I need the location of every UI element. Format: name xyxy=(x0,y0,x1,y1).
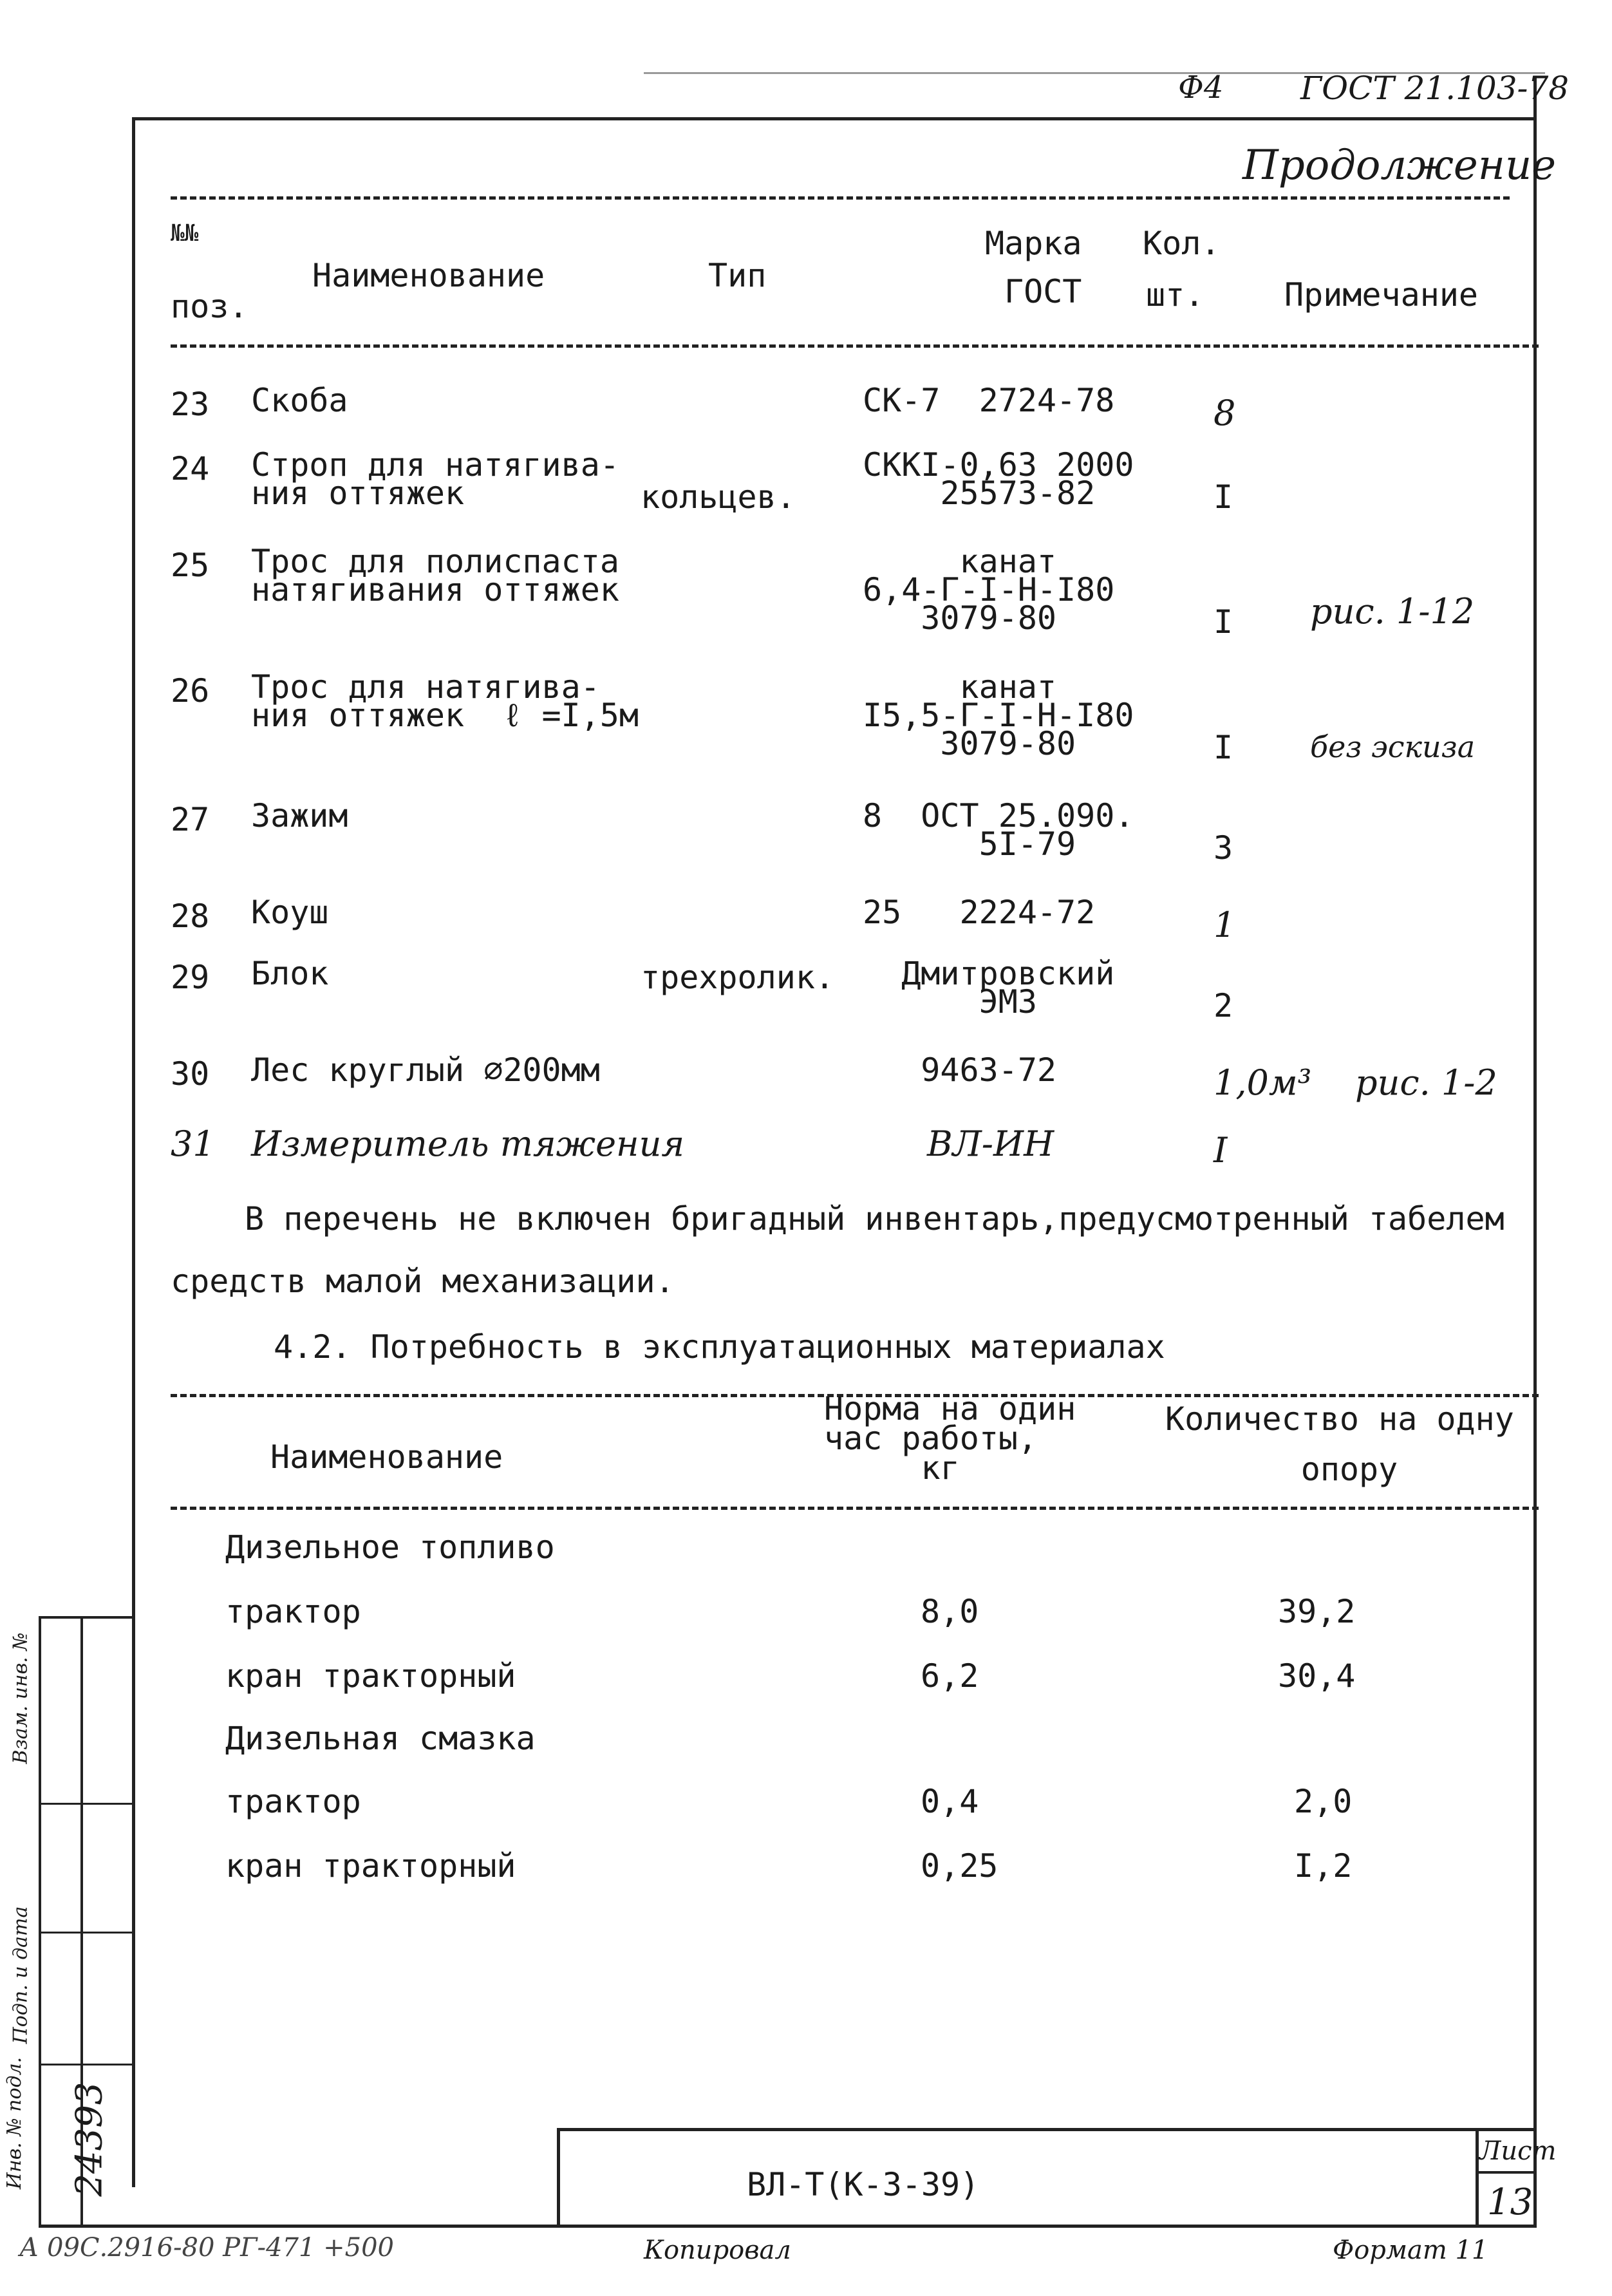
col-header-note: Примечание xyxy=(1284,276,1479,314)
table2-cell-norm: 0,25 xyxy=(921,1847,998,1885)
col-header-pcs: шт. xyxy=(1146,276,1204,314)
row-name: Коуш xyxy=(251,894,329,931)
col-header-qty: Кол. xyxy=(1143,225,1221,262)
row-pos: 27 xyxy=(171,801,210,838)
stamp-code: ВЛ-Т(К-3-39) xyxy=(747,2166,980,2203)
stamp-sheet-number: 13 xyxy=(1487,2181,1533,2223)
table2-cell-norm: 6,2 xyxy=(921,1657,979,1695)
paragraph-line-2: средств малой механизации. xyxy=(171,1263,675,1300)
row-pos: 28 xyxy=(171,898,210,935)
table2-cell-norm: 8,0 xyxy=(921,1593,979,1630)
section-title: 4.2. Потребность в эксплуатационных материалах xyxy=(274,1328,1165,1366)
table2-cell-name: Дизельная смазка xyxy=(225,1720,536,1757)
col-header-mark: Марка xyxy=(985,225,1082,262)
row-pos: 29 xyxy=(171,959,210,996)
frame-left xyxy=(132,117,135,2187)
table2-cell-norm: 0,4 xyxy=(921,1783,979,1820)
row-name: Трос для полиспаста натягивания оттяжек xyxy=(251,543,619,608)
row-type: кольцев. xyxy=(641,478,796,516)
row-mark: канат I5,5-Г-I-Н-I80 3079-80 xyxy=(863,668,1134,762)
table2-cell-qty: 2,0 xyxy=(1294,1783,1353,1820)
paragraph-line-1: В перечень не включен бригадный инвентарь,предусмотренный табелем xyxy=(245,1200,1504,1237)
row-note: без эскиза xyxy=(1310,729,1476,764)
table1-header-rule xyxy=(171,344,1539,348)
frame-top xyxy=(132,117,1535,120)
table2-header-qty: Количество на одну опору xyxy=(1165,1400,1514,1488)
row-qty: I xyxy=(1214,729,1233,766)
row-mark: канат 6,4-Г-I-Н-I80 3079-80 xyxy=(863,543,1115,637)
col-header-name: Наименование xyxy=(312,257,545,294)
row-qty: I xyxy=(1214,1130,1228,1171)
row-mark: СККI-0,63 2000 25573-82 xyxy=(863,446,1134,512)
row-pos: 24 xyxy=(171,450,210,487)
row-pos: 23 xyxy=(171,386,210,423)
stamp-sheet-hline xyxy=(1476,2171,1535,2174)
stamp-top xyxy=(557,2128,1535,2131)
row-mark: 25 2224-72 xyxy=(863,894,1096,931)
row-pos: 30 xyxy=(171,1055,210,1093)
row-name: Зажим xyxy=(251,797,348,834)
side-stamp-div3 xyxy=(39,2064,135,2065)
row-mark: Дмитровский ЭМЗ xyxy=(901,955,1115,1021)
table2-header-norm: Норма на один час работы, кг xyxy=(824,1390,1076,1487)
row-qty: 3 xyxy=(1214,829,1233,867)
col-header-pos: поз. xyxy=(171,288,248,325)
row-mark: 8 ОСТ 25.090. 5I-79 xyxy=(863,797,1134,863)
footer-copied: Копировал xyxy=(644,2235,791,2265)
stamp-sheet-label: Лист xyxy=(1479,2136,1557,2166)
row-mark: СК-7 2724-78 xyxy=(863,382,1115,419)
row-mark: 9463-72 xyxy=(863,1051,1057,1089)
table2-cell-qty: 39,2 xyxy=(1278,1593,1356,1630)
row-qty: 1,0м³ xyxy=(1214,1062,1312,1103)
stamp-left xyxy=(557,2128,560,2225)
table2-cell-qty: 30,4 xyxy=(1278,1657,1356,1695)
side-stamp-div1 xyxy=(39,1803,135,1805)
format-label: Ф4 xyxy=(1178,70,1224,106)
side-stamp-left xyxy=(39,1616,41,2228)
row-pos: 25 xyxy=(171,547,210,584)
row-qty: I xyxy=(1214,478,1233,516)
row-type: трехролик. xyxy=(641,959,835,996)
standard-label: ГОСТ 21.103-78 xyxy=(1300,70,1570,107)
footer-format: Формат 11 xyxy=(1333,2235,1488,2265)
row-qty: I xyxy=(1214,603,1233,641)
row-mark: ВЛ-ИН xyxy=(927,1124,1054,1164)
side-stamp-label-2: Подп. и дата xyxy=(9,1906,32,2044)
table2-cell-name: трактор xyxy=(225,1593,361,1630)
frame-bottom xyxy=(39,2225,1535,2228)
row-pos: 26 xyxy=(171,672,210,710)
row-name: Трос для натягива- ния оттяжек ℓ =I,5м xyxy=(251,668,639,734)
side-stamp-label-3: Взам. инв. № xyxy=(9,1632,32,1764)
col-header-pos-no: №№ xyxy=(171,220,199,247)
table2-cell-name: кран тракторный xyxy=(225,1847,516,1885)
col-header-gost: ГОСТ xyxy=(1004,273,1082,310)
row-qty: 2 xyxy=(1214,987,1233,1024)
side-stamp-label-1: Инв. № подл. xyxy=(3,2056,26,2190)
row-pos: 31 xyxy=(171,1124,215,1164)
side-stamp-div2 xyxy=(39,1932,135,1934)
continuation-label: Продолжение xyxy=(1242,142,1557,189)
row-qty: 8 xyxy=(1214,393,1236,433)
table2-header-name: Наименование xyxy=(270,1438,503,1476)
row-name: Измеритель тяжения xyxy=(251,1124,685,1164)
table2-cell-name: кран тракторный xyxy=(225,1657,516,1695)
stamp-sheet-divider xyxy=(1476,2128,1479,2225)
col-header-type: Тип xyxy=(708,257,767,294)
table2-cell-name: трактор xyxy=(225,1783,361,1820)
table2-cell-qty: I,2 xyxy=(1294,1847,1353,1885)
frame-right xyxy=(1533,77,1537,2228)
row-name: Строп для натягива- ния оттяжек xyxy=(251,446,619,512)
footer-left-code: А 09С.2916-80 РГ-471 +500 xyxy=(19,2233,394,2263)
row-name: Скоба xyxy=(251,382,348,419)
row-name: Блок xyxy=(251,955,329,992)
row-note: рис. 1-2 xyxy=(1355,1062,1497,1103)
side-stamp-inv-number: 24393 xyxy=(68,2082,111,2197)
table2-header-rule xyxy=(171,1507,1539,1510)
side-stamp-top xyxy=(39,1616,135,1619)
row-qty: 1 xyxy=(1214,905,1236,945)
table2-cell-name: Дизельное топливо xyxy=(225,1529,555,1566)
row-name: Лес круглый ∅200мм xyxy=(251,1051,600,1089)
table1-top-rule xyxy=(171,196,1510,200)
row-note: рис. 1-12 xyxy=(1310,591,1475,632)
